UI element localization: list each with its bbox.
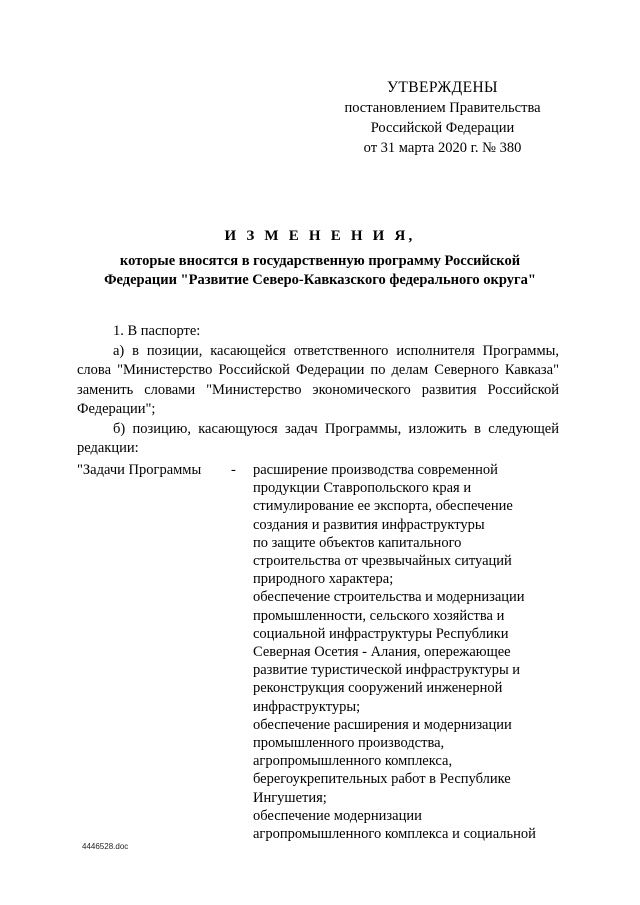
tasks-line: агропромышленного комплекса и социальной <box>253 826 536 843</box>
tasks-line: природного характера; <box>253 571 394 588</box>
tasks-line: агропромышленного комплекса, <box>253 753 453 770</box>
tasks-line: реконструкция сооружений инженерной <box>253 680 503 697</box>
document-subtitle <box>60 252 580 290</box>
tasks-line: промышленного производства, <box>253 735 445 752</box>
tasks-line: стимулирование ее экспорта, обеспечение <box>253 498 513 515</box>
tasks-line: инфраструктуры; <box>253 698 361 715</box>
tasks-line: расширение производства современной <box>253 462 498 478</box>
document-body <box>77 322 559 459</box>
tasks-line: обеспечение расширения и модернизации <box>253 716 512 733</box>
tasks-dash: - <box>231 462 236 478</box>
paragraph-item-1: 1. В паспорте: <box>113 323 201 339</box>
tasks-line: продукции Ставропольского края и <box>253 480 472 497</box>
tasks-line: строительства от чрезвычайных ситуаций <box>253 553 512 570</box>
tasks-line: промышленности, сельского хозяйства и <box>253 607 505 624</box>
tasks-line: создания и развития инфраструктуры <box>253 516 485 533</box>
tasks-values <box>253 461 573 843</box>
tasks-line: обеспечение модернизации <box>253 807 422 824</box>
paragraph-item-a: а) в позиции, касающейся ответственного исполнителя Программы, слова "Министерство Российской Федерации по делам Северного Кавказа" заменить словами "Министерство экономического развития Российской Федерации"; <box>77 342 559 417</box>
tasks-line: Ингушетия; <box>253 789 327 806</box>
paragraph-item-b: б) позицию, касающуюся задач Программы, изложить в следующей редакции: <box>77 420 559 456</box>
tasks-line: обеспечение строительства и модернизации <box>253 589 525 606</box>
subtitle-line-1: которые вносятся в государственную программу Российской <box>119 253 521 269</box>
tasks-line: развитие туристической инфраструктуры и <box>253 662 521 679</box>
tasks-label: "Задачи Программы <box>77 462 202 478</box>
subtitle-line-2: Федерации "Развитие Северо-Кавказского федерального округа" <box>104 272 536 288</box>
approval-line-2: Российской Федерации <box>370 120 515 136</box>
document-file-code: 4446528.doc <box>82 842 129 851</box>
approval-line-1: постановлением Правительства <box>344 100 541 116</box>
tasks-line: берегоукрепительных работ в Республике <box>253 771 511 788</box>
tasks-line: по защите объектов капитального <box>253 534 462 551</box>
approval-block <box>340 78 545 158</box>
approval-line-3: от 31 марта 2020 г. № 380 <box>363 140 522 156</box>
tasks-line: Северная Осетия - Алания, опережающее <box>253 644 511 661</box>
tasks-line: социальной инфраструктуры Республики <box>253 625 509 642</box>
document-title: И З М Е Н Е Н И Я, <box>224 228 416 244</box>
approval-title: УТВЕРЖДЕНЫ <box>387 79 498 96</box>
